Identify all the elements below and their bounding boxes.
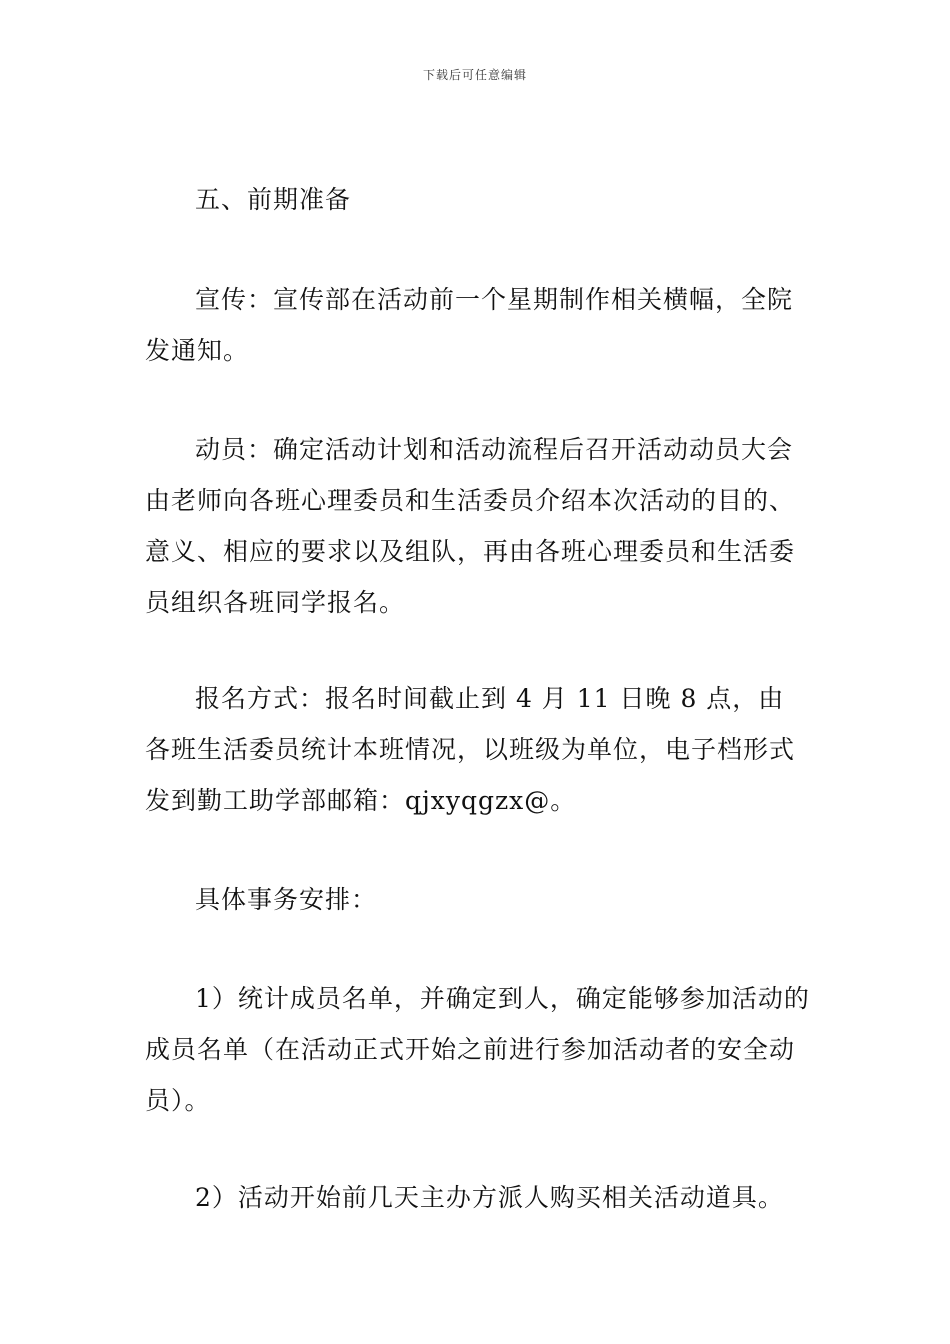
paragraph-mobilization-block xyxy=(145,424,810,628)
paragraph-arrangements-heading: 具体事务安排： xyxy=(195,885,378,914)
list-item-1: 1）统计成员名单，并确定到人，确定能够参加活动的成员名单（在活动正式开始之前进行参加活动者的安全动员）。 xyxy=(145,984,810,1115)
page-header-note: 下载后可任意编辑 xyxy=(422,68,527,82)
paragraph-publicity: 宣传：宣传部在活动前一个星期制作相关横幅，全院发通知。 xyxy=(145,285,794,365)
section-heading: 五、前期准备 xyxy=(195,185,352,214)
list-item-2: 2）活动开始前几天主办方派人购买相关活动道具。 xyxy=(195,1183,784,1212)
paragraph-registration: 报名方式：报名时间截止到 4 月 11 日晚 8 点，由各班生活委员统计本班情况，以班级为单位，电子档形式发到勤工助学部邮箱：qjxyqgzx@。 xyxy=(145,684,796,815)
section-heading-block xyxy=(145,174,810,225)
paragraph-mobilization: 动员：确定活动计划和活动流程后召开活动动员大会由老师向各班心理委员和生活委员介绍本次活动的目的、意义、相应的要求以及组队，再由各班心理委员和生活委员组织各班同学报名。 xyxy=(145,435,796,617)
list-item-2-block xyxy=(145,1172,810,1223)
list-item-1-block xyxy=(145,973,810,1126)
paragraph-registration-block xyxy=(145,673,810,826)
paragraph-publicity-block xyxy=(145,274,810,376)
paragraph-arrangements-heading-block xyxy=(145,874,810,925)
